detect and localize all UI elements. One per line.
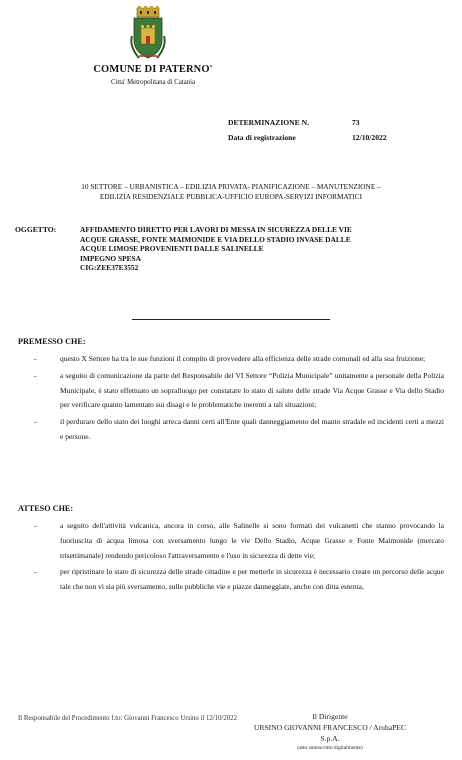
oggetto-line: CIG:ZEE37E3552: [80, 263, 139, 273]
settore-line-1: 10 SETTORE – URBANISTICA – EDILIZIA PRIVATA- PIANIFICAZIONE – MANUTENZIONE –: [81, 182, 381, 191]
list-item: - a seguito di comunicazione da parte del Responsabile del VI Settore “Polizia Municipale” unitamente a personale della Polizia Municipale, è stato effettuato un sopralluogo per constatare lo stato di salute delle strade Via Acque Grasse e Via dello Stadio per verificare quanto lamentato sui disagi e le problematiche inerenti a tali situazioni;: [34, 370, 444, 410]
bullet-dash: -: [34, 354, 37, 363]
premesso-title: PREMESSO CHE:: [18, 337, 86, 346]
oggetto-text: [80, 225, 440, 273]
list-item: - questo X Settore ha tra le sue funzioni il compito di provvedere alla efficienza delle strade comunali ed alla sua fruizione;: [0, 352, 462, 367]
dirigente-title: Il Dirigente: [312, 712, 348, 721]
oggetto-label: OGGETTO:: [15, 225, 57, 234]
digital-signature-note: (atto sottoscritto digitalmente): [297, 745, 363, 751]
bullet-dash: -: [34, 567, 37, 577]
list-item: - il perdurare dello stato dei luoghi arreca danni certi all'Ente quali danneggiamento del manto stradale ed incidenti certi a mezzi e persone.: [34, 417, 444, 441]
dirigente-company: S.p.A.: [320, 734, 340, 743]
bullet-dash: -: [34, 417, 37, 427]
registration-date: 12/10/2022: [352, 133, 387, 142]
oggetto-line: ACQUE GRASSE, FONTE MAIMONIDE E VIA DELLO STADIO INVASE DALLE: [80, 234, 351, 244]
registration-date-row: [228, 133, 387, 142]
determinazione-number-row: [228, 118, 360, 127]
comune-name: COMUNE DI PATERNO': [93, 64, 213, 75]
oggetto-line: ACQUE LIMOSE PROVENIENTI DALLE SALINELLE: [80, 244, 264, 254]
responsabile-note: Il Responsabile del Procedimento f.to: Giovanni Francesco Ursino il 12/10/2022: [18, 715, 237, 722]
atteso-list: [0, 519, 462, 597]
premesso-list: [0, 352, 462, 447]
list-item: - a seguito dell'attività vulcanica, ancora in corso, alle Salinelle si sono formati dei vulcanetti che stanno provocando la fuoriuscita di acqua limosa con sversamento lungo le vie Dello Stadio, Acque Grasse e Fonte Maimonide (mercato trisettimanale) rendendo pericoloso l'attraversamento e l'uso in sicurezza di dette vie;: [34, 521, 444, 560]
comune-subtitle: Citta' Metropolitana di Catania: [110, 79, 196, 86]
settore-line-2: EDILIZIA RESIDENZIALE PUBBLICA-UFFICIO EUROPA-SERVIZI INFORMATICI: [99, 192, 363, 201]
oggetto-line: AFFIDAMENTO DIRETTO PER LAVORI DI MESSA IN SICUREZZA DELLE VIE: [80, 225, 352, 234]
registration-date-label: Data di registrazione: [228, 133, 296, 142]
dirigente-name: URSINO GIOVANNI FRANCESCO / ArubaPEC: [253, 723, 407, 732]
list-item: - per ripristinare lo stato di sicurezza delle strade cittadine e per metterle in sicurezza è necessario creare un percorso delle acque tale che non vi sia più sversamento, sulle pubbliche vie e piazze danneggiate, anche con ditta esterna,: [34, 567, 444, 592]
oggetto-line: IMPEGNO SPESA: [80, 253, 141, 263]
determinazione-label: DETERMINAZIONE N.: [228, 118, 310, 127]
atteso-title: ATTESO CHE:: [18, 504, 74, 513]
bullet-dash: -: [34, 370, 37, 380]
bullet-dash: -: [34, 521, 37, 530]
separator-line: [132, 319, 330, 320]
coat-of-arms-icon: [129, 6, 167, 62]
determinazione-number: 73: [352, 118, 360, 127]
